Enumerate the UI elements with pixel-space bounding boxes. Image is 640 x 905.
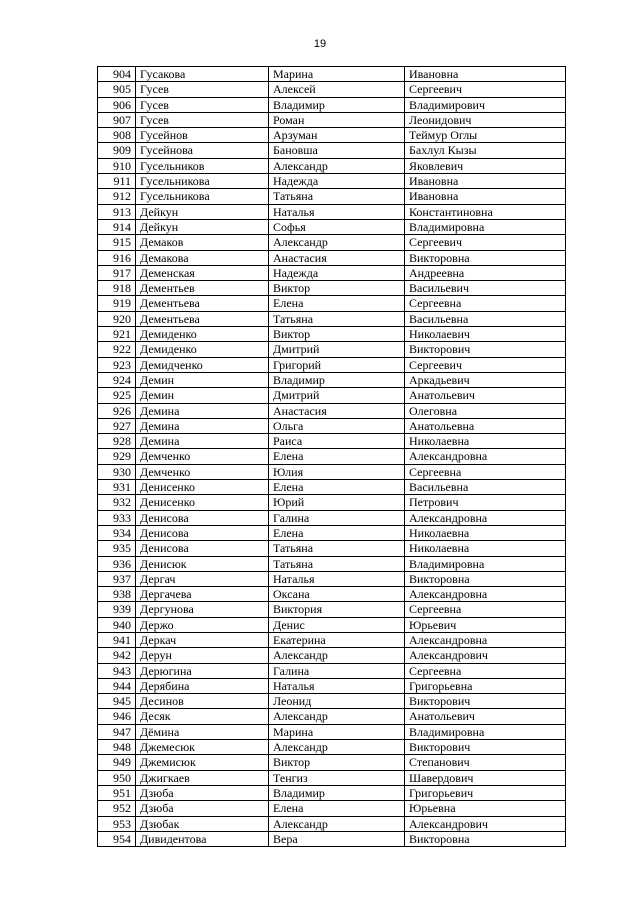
first-name-cell: Владимир [269, 97, 405, 112]
last-name-cell: Дерябина [136, 678, 269, 693]
patronymic-cell: Ивановна [405, 189, 566, 204]
table-row [98, 219, 566, 234]
patronymic-cell: Александровна [405, 449, 566, 464]
patronymic-cell: Александрович [405, 816, 566, 831]
row-number-cell: 912 [98, 189, 136, 204]
first-name-cell: Татьяна [269, 556, 405, 571]
table-row [98, 541, 566, 556]
last-name-cell: Гусев [136, 97, 269, 112]
table-row [98, 67, 566, 82]
first-name-cell: Роман [269, 112, 405, 127]
table-row [98, 724, 566, 739]
last-name-cell: Дементьев [136, 281, 269, 296]
row-number-cell: 909 [98, 143, 136, 158]
row-number-cell: 905 [98, 82, 136, 97]
patronymic-cell: Сергеевич [405, 235, 566, 250]
last-name-cell: Дзюба [136, 801, 269, 816]
patronymic-cell: Григорьевна [405, 678, 566, 693]
row-number-cell: 930 [98, 464, 136, 479]
last-name-cell: Гусейнов [136, 128, 269, 143]
table-row [98, 265, 566, 280]
first-name-cell: Марина [269, 724, 405, 739]
last-name-cell: Гусельникова [136, 189, 269, 204]
table-row [98, 372, 566, 387]
first-name-cell: Бановша [269, 143, 405, 158]
patronymic-cell: Викторович [405, 740, 566, 755]
row-number-cell: 910 [98, 158, 136, 173]
patronymic-cell: Владимировна [405, 724, 566, 739]
first-name-cell: Татьяна [269, 541, 405, 556]
row-number-cell: 926 [98, 403, 136, 418]
patronymic-cell: Александровна [405, 587, 566, 602]
table-row [98, 556, 566, 571]
first-name-cell: Елена [269, 449, 405, 464]
table-row [98, 449, 566, 464]
table-row [98, 296, 566, 311]
first-name-cell: Тенгиз [269, 770, 405, 785]
table-row [98, 311, 566, 326]
table-row [98, 617, 566, 632]
table-row [98, 587, 566, 602]
first-name-cell: Владимир [269, 785, 405, 800]
row-number-cell: 913 [98, 204, 136, 219]
last-name-cell: Дейкун [136, 219, 269, 234]
table-row [98, 709, 566, 724]
first-name-cell: Марина [269, 67, 405, 82]
row-number-cell: 904 [98, 67, 136, 82]
patronymic-cell: Анатольевна [405, 418, 566, 433]
first-name-cell: Александр [269, 709, 405, 724]
table-row [98, 97, 566, 112]
first-name-cell: Софья [269, 219, 405, 234]
table-row [98, 388, 566, 403]
row-number-cell: 938 [98, 587, 136, 602]
last-name-cell: Демин [136, 372, 269, 387]
patronymic-cell: Теймур Оглы [405, 128, 566, 143]
row-number-cell: 919 [98, 296, 136, 311]
table-row [98, 189, 566, 204]
table-row [98, 755, 566, 770]
table-row [98, 480, 566, 495]
table-row [98, 663, 566, 678]
first-name-cell: Арзуман [269, 128, 405, 143]
patronymic-cell: Григорьевич [405, 785, 566, 800]
table-row [98, 632, 566, 647]
first-name-cell: Анастасия [269, 403, 405, 418]
first-name-cell: Елена [269, 480, 405, 495]
row-number-cell: 907 [98, 112, 136, 127]
patronymic-cell: Васильевна [405, 480, 566, 495]
last-name-cell: Демченко [136, 449, 269, 464]
table-row [98, 327, 566, 342]
patronymic-cell: Викторовна [405, 831, 566, 846]
last-name-cell: Дерюгина [136, 663, 269, 678]
first-name-cell: Надежда [269, 174, 405, 189]
last-name-cell: Демина [136, 418, 269, 433]
table-row [98, 281, 566, 296]
row-number-cell: 911 [98, 174, 136, 189]
first-name-cell: Юрий [269, 495, 405, 510]
first-name-cell: Екатерина [269, 632, 405, 647]
patronymic-cell: Сергеевна [405, 296, 566, 311]
patronymic-cell: Николаевич [405, 327, 566, 342]
table-row [98, 434, 566, 449]
first-name-cell: Александр [269, 158, 405, 173]
last-name-cell: Десинов [136, 694, 269, 709]
row-number-cell: 935 [98, 541, 136, 556]
patronymic-cell: Викторовна [405, 571, 566, 586]
row-number-cell: 927 [98, 418, 136, 433]
row-number-cell: 953 [98, 816, 136, 831]
patronymic-cell: Ивановна [405, 67, 566, 82]
table-row [98, 740, 566, 755]
last-name-cell: Деменская [136, 265, 269, 280]
table-row [98, 357, 566, 372]
first-name-cell: Юлия [269, 464, 405, 479]
first-name-cell: Ольга [269, 418, 405, 433]
table-row [98, 495, 566, 510]
row-number-cell: 908 [98, 128, 136, 143]
patronymic-cell: Аркадьевич [405, 372, 566, 387]
last-name-cell: Денисова [136, 510, 269, 525]
table-row [98, 204, 566, 219]
patronymic-cell: Бахлул Кызы [405, 143, 566, 158]
table-row [98, 831, 566, 846]
patronymic-cell: Викторович [405, 342, 566, 357]
row-number-cell: 916 [98, 250, 136, 265]
patronymic-cell: Васильевна [405, 311, 566, 326]
table-row [98, 694, 566, 709]
last-name-cell: Демин [136, 388, 269, 403]
patronymic-cell: Юрьевна [405, 801, 566, 816]
patronymic-cell: Ивановна [405, 174, 566, 189]
first-name-cell: Елена [269, 296, 405, 311]
first-name-cell: Алексей [269, 82, 405, 97]
table-row [98, 678, 566, 693]
first-name-cell: Татьяна [269, 311, 405, 326]
row-number-cell: 950 [98, 770, 136, 785]
table-row [98, 816, 566, 831]
row-number-cell: 948 [98, 740, 136, 755]
last-name-cell: Демченко [136, 464, 269, 479]
patronymic-cell: Анатольевич [405, 709, 566, 724]
last-name-cell: Денисюк [136, 556, 269, 571]
patronymic-cell: Шавердович [405, 770, 566, 785]
table-row [98, 82, 566, 97]
last-name-cell: Денисова [136, 541, 269, 556]
last-name-cell: Дейкун [136, 204, 269, 219]
first-name-cell: Александр [269, 648, 405, 663]
patronymic-cell: Сергеевич [405, 357, 566, 372]
first-name-cell: Виктор [269, 327, 405, 342]
first-name-cell: Григорий [269, 357, 405, 372]
row-number-cell: 921 [98, 327, 136, 342]
last-name-cell: Гусакова [136, 67, 269, 82]
row-number-cell: 918 [98, 281, 136, 296]
last-name-cell: Демаков [136, 235, 269, 250]
row-number-cell: 923 [98, 357, 136, 372]
last-name-cell: Дзюба [136, 785, 269, 800]
last-name-cell: Гусельникова [136, 174, 269, 189]
row-number-cell: 928 [98, 434, 136, 449]
last-name-cell: Джемесюк [136, 740, 269, 755]
last-name-cell: Десяк [136, 709, 269, 724]
first-name-cell: Галина [269, 663, 405, 678]
row-number-cell: 934 [98, 525, 136, 540]
table-row [98, 510, 566, 525]
first-name-cell: Дмитрий [269, 388, 405, 403]
row-number-cell: 939 [98, 602, 136, 617]
first-name-cell: Александр [269, 235, 405, 250]
patronymic-cell: Леонидович [405, 112, 566, 127]
table-row [98, 403, 566, 418]
patronymic-cell: Александрович [405, 648, 566, 663]
patronymic-cell: Юрьевич [405, 617, 566, 632]
table-row [98, 648, 566, 663]
last-name-cell: Демиденко [136, 327, 269, 342]
last-name-cell: Денисова [136, 525, 269, 540]
row-number-cell: 914 [98, 219, 136, 234]
table-row [98, 525, 566, 540]
patronymic-cell: Викторовна [405, 250, 566, 265]
table-row [98, 801, 566, 816]
page-number: 19 [313, 38, 327, 50]
last-name-cell: Гусев [136, 82, 269, 97]
row-number-cell: 949 [98, 755, 136, 770]
row-number-cell: 929 [98, 449, 136, 464]
patronymic-cell: Владимирович [405, 97, 566, 112]
table-row [98, 235, 566, 250]
last-name-cell: Демина [136, 434, 269, 449]
last-name-cell: Денисенко [136, 495, 269, 510]
first-name-cell: Оксана [269, 587, 405, 602]
last-name-cell: Дементьева [136, 311, 269, 326]
row-number-cell: 936 [98, 556, 136, 571]
first-name-cell: Александр [269, 816, 405, 831]
table-row [98, 112, 566, 127]
last-name-cell: Демина [136, 403, 269, 418]
last-name-cell: Гусев [136, 112, 269, 127]
patronymic-cell: Петрович [405, 495, 566, 510]
first-name-cell: Дмитрий [269, 342, 405, 357]
row-number-cell: 946 [98, 709, 136, 724]
roster-body [98, 67, 566, 847]
table-row [98, 464, 566, 479]
patronymic-cell: Александровна [405, 632, 566, 647]
table-row [98, 418, 566, 433]
first-name-cell: Виктор [269, 281, 405, 296]
patronymic-cell: Яковлевич [405, 158, 566, 173]
row-number-cell: 952 [98, 801, 136, 816]
patronymic-cell: Константиновна [405, 204, 566, 219]
first-name-cell: Елена [269, 801, 405, 816]
patronymic-cell: Васильевич [405, 281, 566, 296]
last-name-cell: Дёмина [136, 724, 269, 739]
last-name-cell: Дергач [136, 571, 269, 586]
row-number-cell: 943 [98, 663, 136, 678]
row-number-cell: 940 [98, 617, 136, 632]
table-row [98, 143, 566, 158]
table-row [98, 785, 566, 800]
last-name-cell: Дерун [136, 648, 269, 663]
first-name-cell: Татьяна [269, 189, 405, 204]
patronymic-cell: Николаевна [405, 434, 566, 449]
row-number-cell: 920 [98, 311, 136, 326]
last-name-cell: Дивидентова [136, 831, 269, 846]
patronymic-cell: Степанович [405, 755, 566, 770]
table-row [98, 770, 566, 785]
patronymic-cell: Владимировна [405, 556, 566, 571]
row-number-cell: 925 [98, 388, 136, 403]
patronymic-cell: Анатольевич [405, 388, 566, 403]
row-number-cell: 945 [98, 694, 136, 709]
patronymic-cell: Сергеевич [405, 82, 566, 97]
first-name-cell: Раиса [269, 434, 405, 449]
first-name-cell: Галина [269, 510, 405, 525]
table-row [98, 602, 566, 617]
last-name-cell: Демакова [136, 250, 269, 265]
first-name-cell: Виктория [269, 602, 405, 617]
patronymic-cell: Александровна [405, 510, 566, 525]
first-name-cell: Виктор [269, 755, 405, 770]
last-name-cell: Дергунова [136, 602, 269, 617]
patronymic-cell: Викторович [405, 694, 566, 709]
table-row [98, 128, 566, 143]
row-number-cell: 942 [98, 648, 136, 663]
table-row [98, 342, 566, 357]
first-name-cell: Наталья [269, 678, 405, 693]
row-number-cell: 954 [98, 831, 136, 846]
table-row [98, 158, 566, 173]
last-name-cell: Денисенко [136, 480, 269, 495]
row-number-cell: 937 [98, 571, 136, 586]
last-name-cell: Дзюбак [136, 816, 269, 831]
last-name-cell: Демидченко [136, 357, 269, 372]
last-name-cell: Джемисюк [136, 755, 269, 770]
patronymic-cell: Николаевна [405, 525, 566, 540]
first-name-cell: Елена [269, 525, 405, 540]
patronymic-cell: Сергеевна [405, 602, 566, 617]
first-name-cell: Денис [269, 617, 405, 632]
patronymic-cell: Андреевна [405, 265, 566, 280]
last-name-cell: Джигкаев [136, 770, 269, 785]
last-name-cell: Деркач [136, 632, 269, 647]
first-name-cell: Вера [269, 831, 405, 846]
patronymic-cell: Владимировна [405, 219, 566, 234]
table-row [98, 174, 566, 189]
row-number-cell: 931 [98, 480, 136, 495]
first-name-cell: Александр [269, 740, 405, 755]
row-number-cell: 906 [98, 97, 136, 112]
row-number-cell: 941 [98, 632, 136, 647]
row-number-cell: 932 [98, 495, 136, 510]
last-name-cell: Дементьева [136, 296, 269, 311]
patronymic-cell: Сергеевна [405, 663, 566, 678]
last-name-cell: Держо [136, 617, 269, 632]
first-name-cell: Наталья [269, 204, 405, 219]
last-name-cell: Гусейнова [136, 143, 269, 158]
row-number-cell: 917 [98, 265, 136, 280]
patronymic-cell: Сергеевна [405, 464, 566, 479]
first-name-cell: Наталья [269, 571, 405, 586]
row-number-cell: 924 [98, 372, 136, 387]
row-number-cell: 951 [98, 785, 136, 800]
last-name-cell: Гусельников [136, 158, 269, 173]
row-number-cell: 933 [98, 510, 136, 525]
patronymic-cell: Олеговна [405, 403, 566, 418]
first-name-cell: Анастасия [269, 250, 405, 265]
row-number-cell: 947 [98, 724, 136, 739]
row-number-cell: 915 [98, 235, 136, 250]
row-number-cell: 922 [98, 342, 136, 357]
patronymic-cell: Николаевна [405, 541, 566, 556]
last-name-cell: Демиденко [136, 342, 269, 357]
first-name-cell: Владимир [269, 372, 405, 387]
table-row [98, 250, 566, 265]
first-name-cell: Надежда [269, 265, 405, 280]
first-name-cell: Леонид [269, 694, 405, 709]
last-name-cell: Дергачева [136, 587, 269, 602]
table-row [98, 571, 566, 586]
row-number-cell: 944 [98, 678, 136, 693]
roster-table [97, 66, 566, 847]
